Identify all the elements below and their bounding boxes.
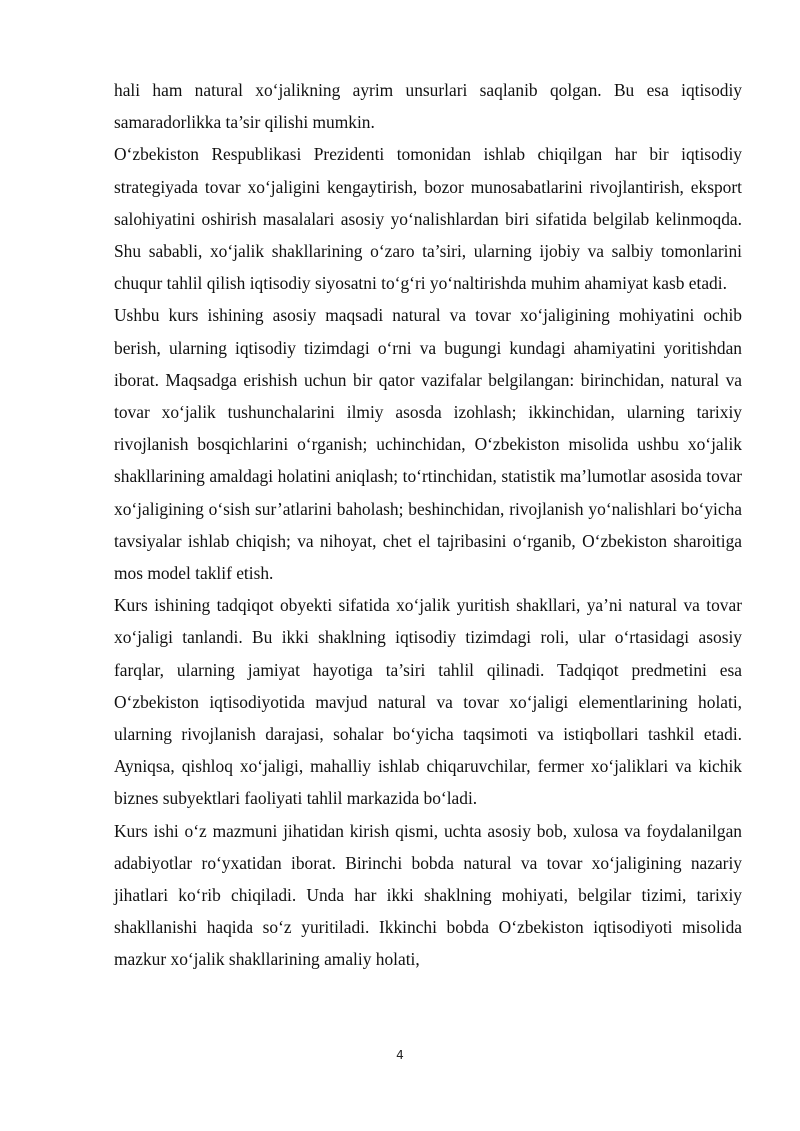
paragraph-research-object: Kurs ishining tadqiqot obyekti sifatida xo‘jalik yuritish shakllari, ya’ni natural va tovar xo‘jaligi tanlandi. Bu ikki shaklning iqtisodiy tizimdagi roli, ular o‘rtasidagi asosiy farqlar, ularning jamiyat hayotiga ta’siri tahlil qilinadi. Tadqiqot predmetini esa O‘zbekiston iqtisodiyotida mavjud natural va tovar xo‘jaligi elementlarining holati, ularning rivojlanish darajasi, sohalar bo‘yicha taqsimoti va istiqbollari tashkil etadi. Ayniqsa, qishloq xo‘jaligi, mahalliy ishlab chiqaruvchilar, fermer xo‘jaliklari va kichik biznes subyektlari faoliyati tahlil markazida bo‘ladi. [114,595,742,809]
body-text [114,74,742,976]
paragraph-continuation: hali ham natural xo‘jalikning ayrim unsurlari saqlanib qolgan. Bu esa iqtisodiy samaradorlikka ta’sir qilishi mumkin. [114,80,742,133]
paragraph-strategy: O‘zbekiston Respublikasi Prezidenti tomonidan ishlab chiqilgan har bir iqtisodiy strategiyada tovar xo‘jaligini kengaytirish, bozor munosabatlarini rivojlantirish, eksport salohiyatini oshirish masalalari asosiy yo‘nalishlardan biri sifatida belgilab kelinmoqda. Shu sababli, xo‘jalik shakllarining o‘zaro ta’siri, ularning ijobiy va salbiy tomonlarini chuqur tahlil qilish iqtisodiy siyosatni to‘g‘ri yo‘naltirishda muhim ahamiyat kasb etadi. [114,144,742,294]
paragraph-goal: Ushbu kurs ishining asosiy maqsadi natural va tovar xo‘jaligining mohiyatini ochib berish, ularning iqtisodiy tizimdagi o‘rni va bugungi kundagi ahamiyatini yoritishdan iborat. Maqsadga erishish uchun bir qator vazifalar belgilangan: birinchidan, natural va tovar xo‘jalik tushunchalarini ilmiy asosda izohlash; ikkinchidan, ularning tarixiy rivojlanish bosqichlarini o‘rganish; uchinchidan, O‘zbekiston misolida ushbu xo‘jalik shakllarining amaldagi holatini aniqlash; to‘rtinchidan, statistik ma’lumotlar asosida tovar xo‘jaligining o‘sish sur’atlarini baholash; beshinchidan, rivojlanish yo‘nalishlari bo‘yicha tavsiyalar ishlab chiqish; va nihoyat, chet el tajribasini o‘rganib, O‘zbekiston sharoitiga mos model taklif etish. [114,305,742,584]
paragraph-structure: Kurs ishi o‘z mazmuni jihatidan kirish qismi, uchta asosiy bob, xulosa va foydalanilgan adabiyotlar ro‘yxatidan iborat. Birinchi bobda natural va tovar xo‘jaligining nazariy jihatlari ko‘rib chiqiladi. Unda har ikki shaklning mohiyati, belgilar tizimi, tarixiy shakllanishi haqida so‘z yuritiladi. Ikkinchi bobda O‘zbekiston iqtisodiyoti misolida mazkur xo‘jalik shakllarining amaliy holati, [114,820,742,970]
page-number: 4 [396,1048,404,1062]
